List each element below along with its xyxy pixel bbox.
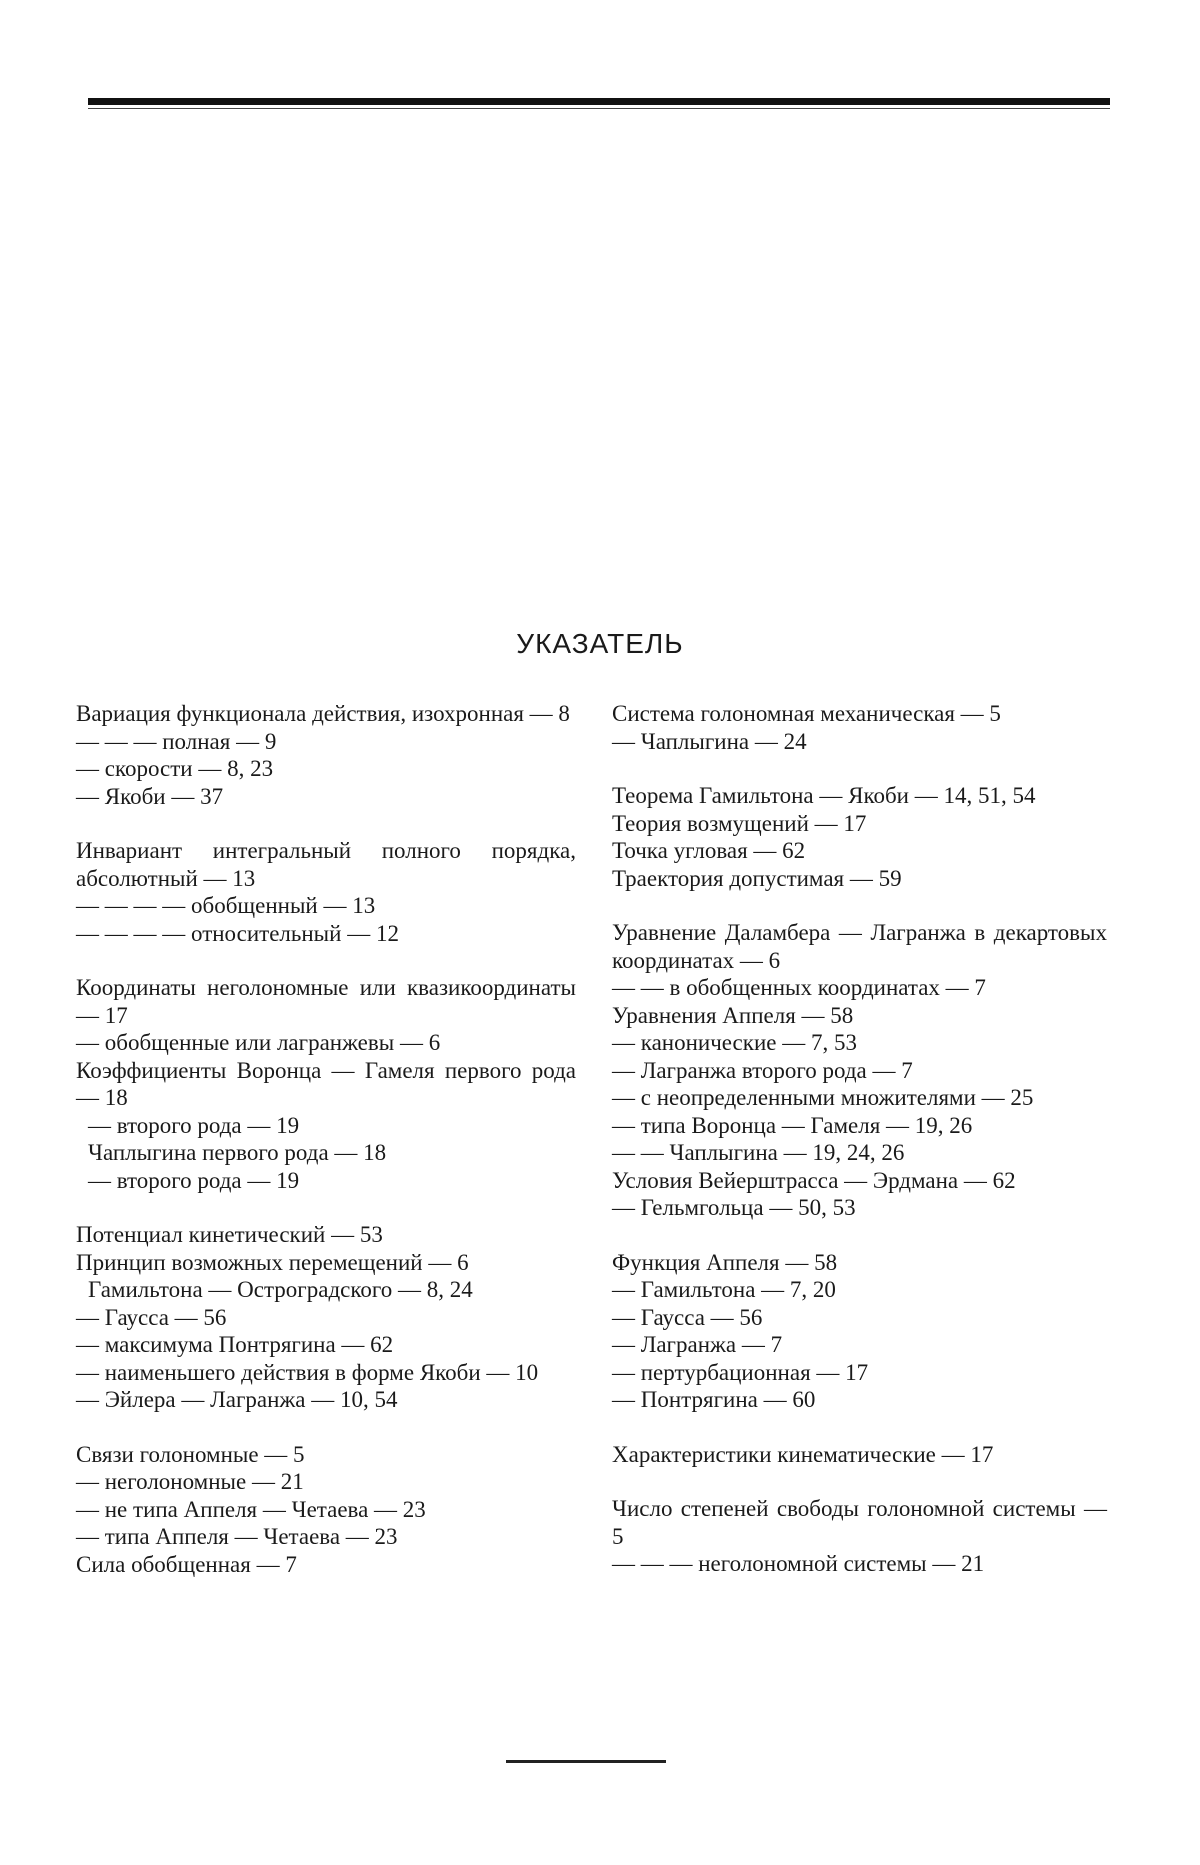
- index-entry: — пертурбационная — 17: [612, 1359, 869, 1385]
- entry-gap: [612, 1414, 1107, 1441]
- index-entry: — Гаусса — 56: [612, 1304, 763, 1330]
- index-entry: Принцип возможных перемещений — 6: [76, 1249, 469, 1275]
- index-entry: — Гаусса — 56: [76, 1304, 227, 1330]
- index-entry: — — — неголономной системы — 21: [612, 1551, 985, 1576]
- index-entry: Потенциал кинетический — 53: [76, 1222, 383, 1247]
- index-entry: — с неопределенными множителями — 25: [612, 1085, 1034, 1110]
- index-entry: — Гамильтона — 7, 20: [612, 1277, 836, 1302]
- index-entry: — Лагранжа — 7: [612, 1332, 783, 1357]
- index-entry: — канонические — 7, 53: [612, 1030, 857, 1055]
- entry-gap: [612, 1222, 1107, 1249]
- entry-gap: [612, 1468, 1107, 1495]
- index-entry: — неголономные — 21: [76, 1469, 304, 1494]
- index-entry: Инвариант интегральный полного порядка, абсолютный — 13: [76, 838, 576, 891]
- index-entry: Координаты неголономные или квазикоординаты — 17: [76, 975, 576, 1028]
- entry-gap: [76, 1414, 576, 1441]
- index-entry: Теория возмущений — 17: [612, 810, 867, 836]
- index-entry: — типа Аппеля — Четаева — 23: [76, 1524, 398, 1549]
- index-entry: — скорости — 8, 23: [76, 756, 274, 781]
- index-entry: — Понтрягина — 60: [612, 1387, 816, 1412]
- index-entry: — второго рода — 19: [88, 1112, 300, 1138]
- index-entry: Вариация функционала действия, изохронная — 8: [76, 701, 570, 726]
- entry-gap: [76, 810, 576, 837]
- index-entry: — — — полная — 9: [76, 728, 277, 754]
- index-entry: — Лагранжа второго рода — 7: [612, 1057, 913, 1083]
- index-entry: Точка угловая — 62: [612, 838, 806, 863]
- index-left-column: [76, 700, 576, 1578]
- index-entry: Сила обобщенная — 7: [76, 1551, 297, 1577]
- entry-gap: [76, 947, 576, 974]
- entry-gap: [612, 892, 1107, 919]
- index-entry: — типа Воронца — Гамеля — 19, 26: [612, 1112, 973, 1138]
- index-entry: — Чаплыгина — 24: [612, 728, 807, 754]
- index-entry: Число степеней свободы голономной системы — 5: [612, 1496, 1107, 1549]
- index-entry: — — в обобщенных координатах — 7: [612, 975, 986, 1000]
- index-entry: — максимума Понтрягина — 62: [76, 1332, 394, 1357]
- index-entry: — наименьшего действия в форме Якоби — 10: [76, 1359, 539, 1385]
- page-title: УКАЗАТЕЛЬ: [516, 628, 684, 659]
- index-entry: Функция Аппеля — 58: [612, 1249, 838, 1275]
- entry-gap: [612, 755, 1107, 782]
- index-entry: — — Чаплыгина — 19, 24, 26: [612, 1140, 905, 1165]
- index-entry: Теорема Гамильтона — Якоби — 14, 51, 54: [612, 783, 1036, 808]
- index-entry: Уравнение Даламбера — Лагранжа в декартовых координатах — 6: [612, 920, 1107, 973]
- index-entry: Связи голономные — 5: [76, 1441, 305, 1467]
- index-entry: — — — — относительный — 12: [76, 920, 399, 946]
- index-entry: — — — — обобщенный — 13: [76, 893, 376, 918]
- index-entry: Уравнения Аппеля — 58: [612, 1002, 854, 1028]
- index-entry: — не типа Аппеля — Четаева — 23: [76, 1496, 426, 1522]
- index-entry: Условия Вейерштрасса — Эрдмана — 62: [612, 1167, 1016, 1193]
- index-entry: — второго рода — 19: [88, 1167, 300, 1193]
- index-entry: Коэффициенты Воронца — Гамеля первого рода — 18: [76, 1057, 576, 1110]
- index-entry: — Гельмгольца — 50, 53: [612, 1195, 856, 1220]
- index-entry: Гамильтона — Остроградского — 8, 24: [88, 1277, 473, 1302]
- index-entry: Система голономная механическая — 5: [612, 701, 1001, 726]
- index-right-column: [612, 700, 1107, 1578]
- index-entry: Характеристики кинематические — 17: [612, 1441, 994, 1467]
- top-rule: [88, 98, 1110, 105]
- index-entry: — Якоби — 37: [76, 783, 224, 809]
- index-entry: Траектория допустимая — 59: [612, 865, 902, 891]
- index-entry: — Эйлера — Лагранжа — 10, 54: [76, 1387, 398, 1412]
- entry-gap: [76, 1194, 576, 1221]
- index-entry: — обобщенные или лагранжевы — 6: [76, 1030, 441, 1055]
- index-entry: Чаплыгина первого рода — 18: [88, 1140, 387, 1165]
- bottom-rule: [506, 1760, 666, 1763]
